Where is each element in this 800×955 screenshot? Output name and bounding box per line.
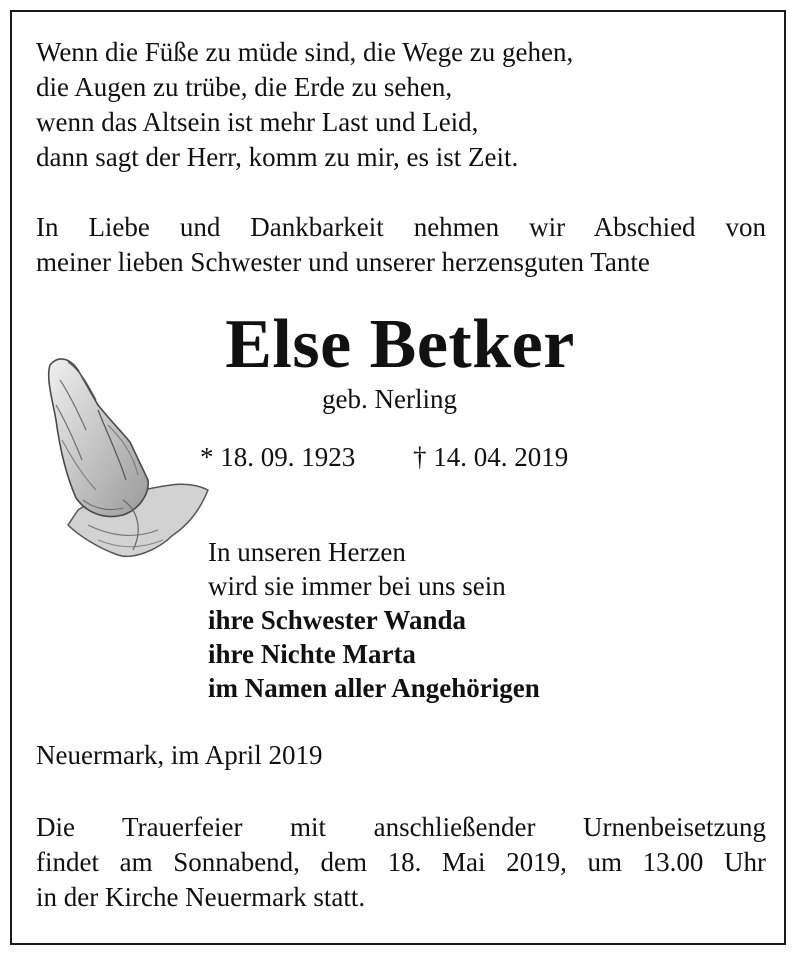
funeral-line-1: Die Trauerfeier mit anschließender Urnenbeisetzung <box>36 812 766 842</box>
birth-date: * 18. 09. 1923 <box>200 442 356 472</box>
poem-line-1: Wenn die Füße zu müde sind, die Wege zu gehen, <box>36 37 574 67</box>
praying-hands-icon <box>38 350 218 565</box>
deceased-name: Else Betker <box>225 306 575 383</box>
death-date: † 14. 04. 2019 <box>413 442 569 472</box>
funeral-line-2: findet am Sonnabend, dem 18. Mai 2019, um 13.00 Uhr <box>36 847 766 877</box>
poem-line-4: dann sagt der Herr, komm zu mir, es ist Zeit. <box>36 142 519 172</box>
poem-line-2: die Augen zu trübe, die Erde zu sehen, <box>36 72 453 102</box>
funeral-line-3: in der Kirche Neuermark statt. <box>36 882 366 912</box>
mourner-1: ihre Schwester Wanda <box>208 605 467 635</box>
maiden-name: geb. Nerling <box>322 384 457 414</box>
intro-line-2: meiner lieben Schwester und unserer herzensguten Tante <box>36 247 650 277</box>
remembrance-line-1: In unseren Herzen <box>208 537 406 567</box>
remembrance-line-2: wird sie immer bei uns sein <box>208 571 506 601</box>
mourner-2: ihre Nichte Marta <box>208 639 416 669</box>
intro-line-1: In Liebe und Dankbarkeit nehmen wir Abschied von <box>36 212 766 242</box>
place-date: Neuermark, im April 2019 <box>36 740 323 770</box>
mourner-3: im Namen aller Angehörigen <box>208 673 540 703</box>
poem-line-3: wenn das Altsein ist mehr Last und Leid, <box>36 107 479 137</box>
